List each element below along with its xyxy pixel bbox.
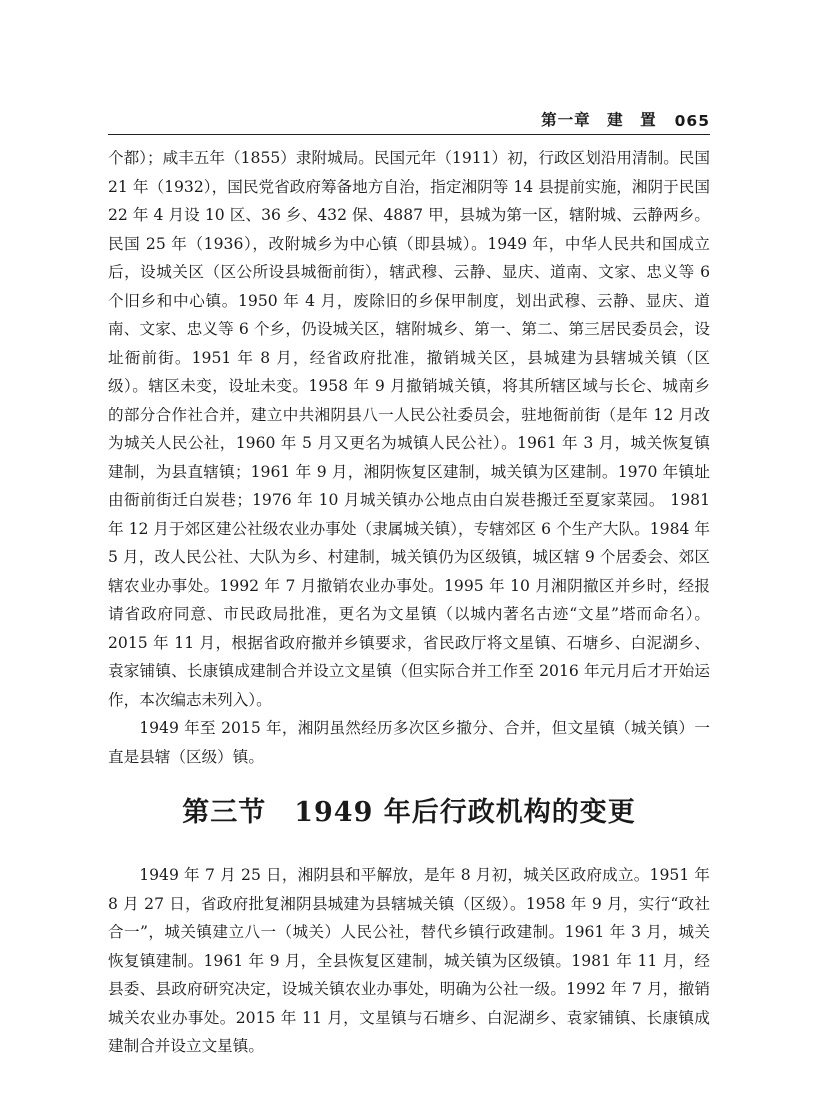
page-body	[108, 144, 710, 1061]
running-header	[108, 106, 710, 135]
paragraph-continued: 个都）；咸丰五年（1855）隶附城局。民国元年（1911）初，行政区划沿用清制。民国 21 年（1932），国民党省政府筹备地方自治，指定湘阴等 14 县提前实施，湘阴于民国 22 年 4 月设 10 区、36 乡、432 保、4887 甲，县城为第一区，辖附城、云静两乡。民国 25 年（1936），改附城乡为中心镇（即县城）。1949 年，中华人民共和国成立后，设城关区（区公所设县城衙前街），辖武穆、云静、显庆、道南、文家、忠义等 6 个旧乡和中心镇。1950 年 4 月，废除旧的乡保甲制度，划出武穆、云静、显庆、道南、文家、忠义等 6 个乡，仍设城关区，辖附城乡、第一、第二、第三居民委员会，设址衙前街。1951 年 8 月，经省政府批准，撤销城关区，县城建为县辖城关镇（区级）。辖区未变，设址未变。1958 年 9 月撤销城关镇，将其所辖区域与长仑、城南乡的部分合作社合并，建立中共湘阴县八一人民公社委员会，驻地衙前街（是年 12 月改为城关人民公社，1960 年 5 月又更名为城镇人民公社）。1961 年 3 月，城关恢复镇建制，为县直辖镇；1961 年 9 月，湘阴恢复区建制，城关镇为区建制。1970 年镇址由衙前街迁白炭巷；1976 年 10 月城关镇办公地点由白炭巷搬迁至夏家菜园。 1981 年 12 月于郊区建公社级农业办事处（隶属城关镇），专辖郊区 6 个生产大队。1984 年 5 月，改人民公社、大队为乡、村建制，城关镇仍为区级镇，城区辖 9 个居委会、郊区辖农业办事处。1992 年 7 月撤销农业办事处。1995 年 10 月湘阴撤区并乡时，经报请省政府同意、市民政局批准，更名为文星镇（以城内著名古迹“文星”塔而命名）。2015 年 11 月，根据省政府撤并乡镇要求，省民政厅将文星镇、石塘乡、白泥湖乡、袁家铺镇、长康镇成建制合并设立文星镇（但实际合并工作至 2016 年元月后才开始运作，本次编志未列入）。	[108, 149, 710, 709]
paragraph-section-body: 1949 年 7 月 25 日，湘阴县和平解放，是年 8 月初，城关区政府成立。1951 年 8 月 27 日，省政府批复湘阴县城建为县辖城关镇（区级）。1958 年 9 月，实行“政社合一”，城关镇建立八一（城关）人民公社，替代乡镇行政建制。1961 年 3 月，城关恢复镇建制。1961 年 9 月，全县恢复区建制，城关镇为区级镇。1981 年 11 月，经县委、县政府研究决定，设城关镇农业办事处，明确为公社一级。1992 年 7 月，撤销城关农业办事处。2015 年 11 月，文星镇与石塘乡、白泥湖乡、袁家铺镇、长康镇成建制合并设立文星镇。	[108, 866, 710, 1055]
paragraph-summary: 1949 年至 2015 年，湘阴虽然经历多次区乡撤分、合并，但文星镇（城关镇）一直是县辖（区级）镇。	[108, 719, 710, 766]
section-title-text: 1949 年后行政机构的变更	[294, 797, 636, 828]
section-label: 第三节	[182, 797, 267, 828]
chapter-title: 第一章 建 置	[541, 111, 657, 129]
page-number: 065	[674, 112, 710, 130]
section-heading	[108, 793, 710, 833]
